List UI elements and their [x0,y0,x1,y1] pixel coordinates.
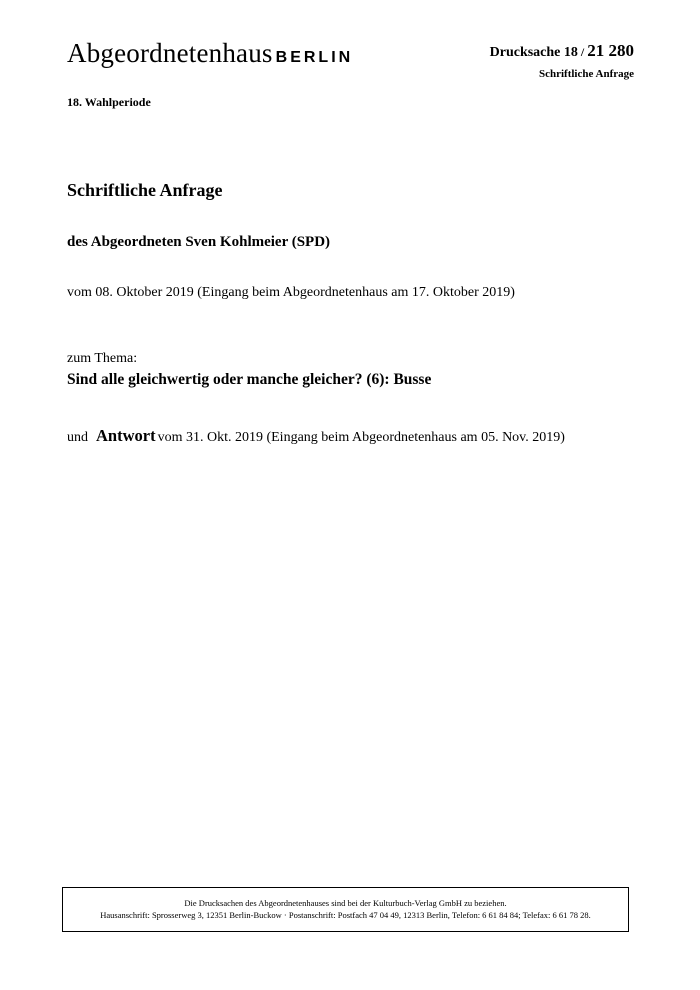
footer-box [62,887,629,932]
document-type: Schriftliche Anfrage [538,68,634,80]
answer-prefix: und [67,430,88,445]
legislative-period: 18. Wahlperiode [67,95,151,109]
document-number-value: 21 280 [587,41,634,60]
answer-line [67,426,565,446]
answer-word: Antwort [96,426,156,445]
logo [67,38,353,69]
document-number-slash: / [577,45,588,59]
document-number-label: Drucksache 18 [489,45,578,60]
submission-date-line: vom 08. Oktober 2019 (Eingang beim Abgeordnetenhaus am 17. Oktober 2019) [67,285,515,300]
topic-label: zum Thema: [67,351,138,366]
document-number [490,41,634,61]
document-title: Schriftliche Anfrage [67,180,223,200]
answer-date: vom 31. Okt. 2019 (Eingang beim Abgeordnetenhaus am 05. Nov. 2019) [157,430,565,445]
footer-line-distribution: Die Drucksachen des Abgeordnetenhauses sind bei der Kulturbuch-Verlag GmbH zu beziehen. [184,898,507,908]
author-line: des Abgeordneten Sven Kohlmeier (SPD) [67,234,331,250]
footer-line-address: Hausanschrift: Sprosserweg 3, 12351 Berlin-Buckow · Postanschrift: Postfach 47 04 49, 12313 Berlin, Telefon: 6 61 84 84; Telefax: 6 61 78 28. [100,910,591,920]
logo-city: BERLIN [275,49,354,66]
logo-wordmark: Abgeordnetenhaus [67,38,273,68]
topic-title: Sind alle gleichwertig oder manche gleicher? (6): Busse [67,371,432,388]
